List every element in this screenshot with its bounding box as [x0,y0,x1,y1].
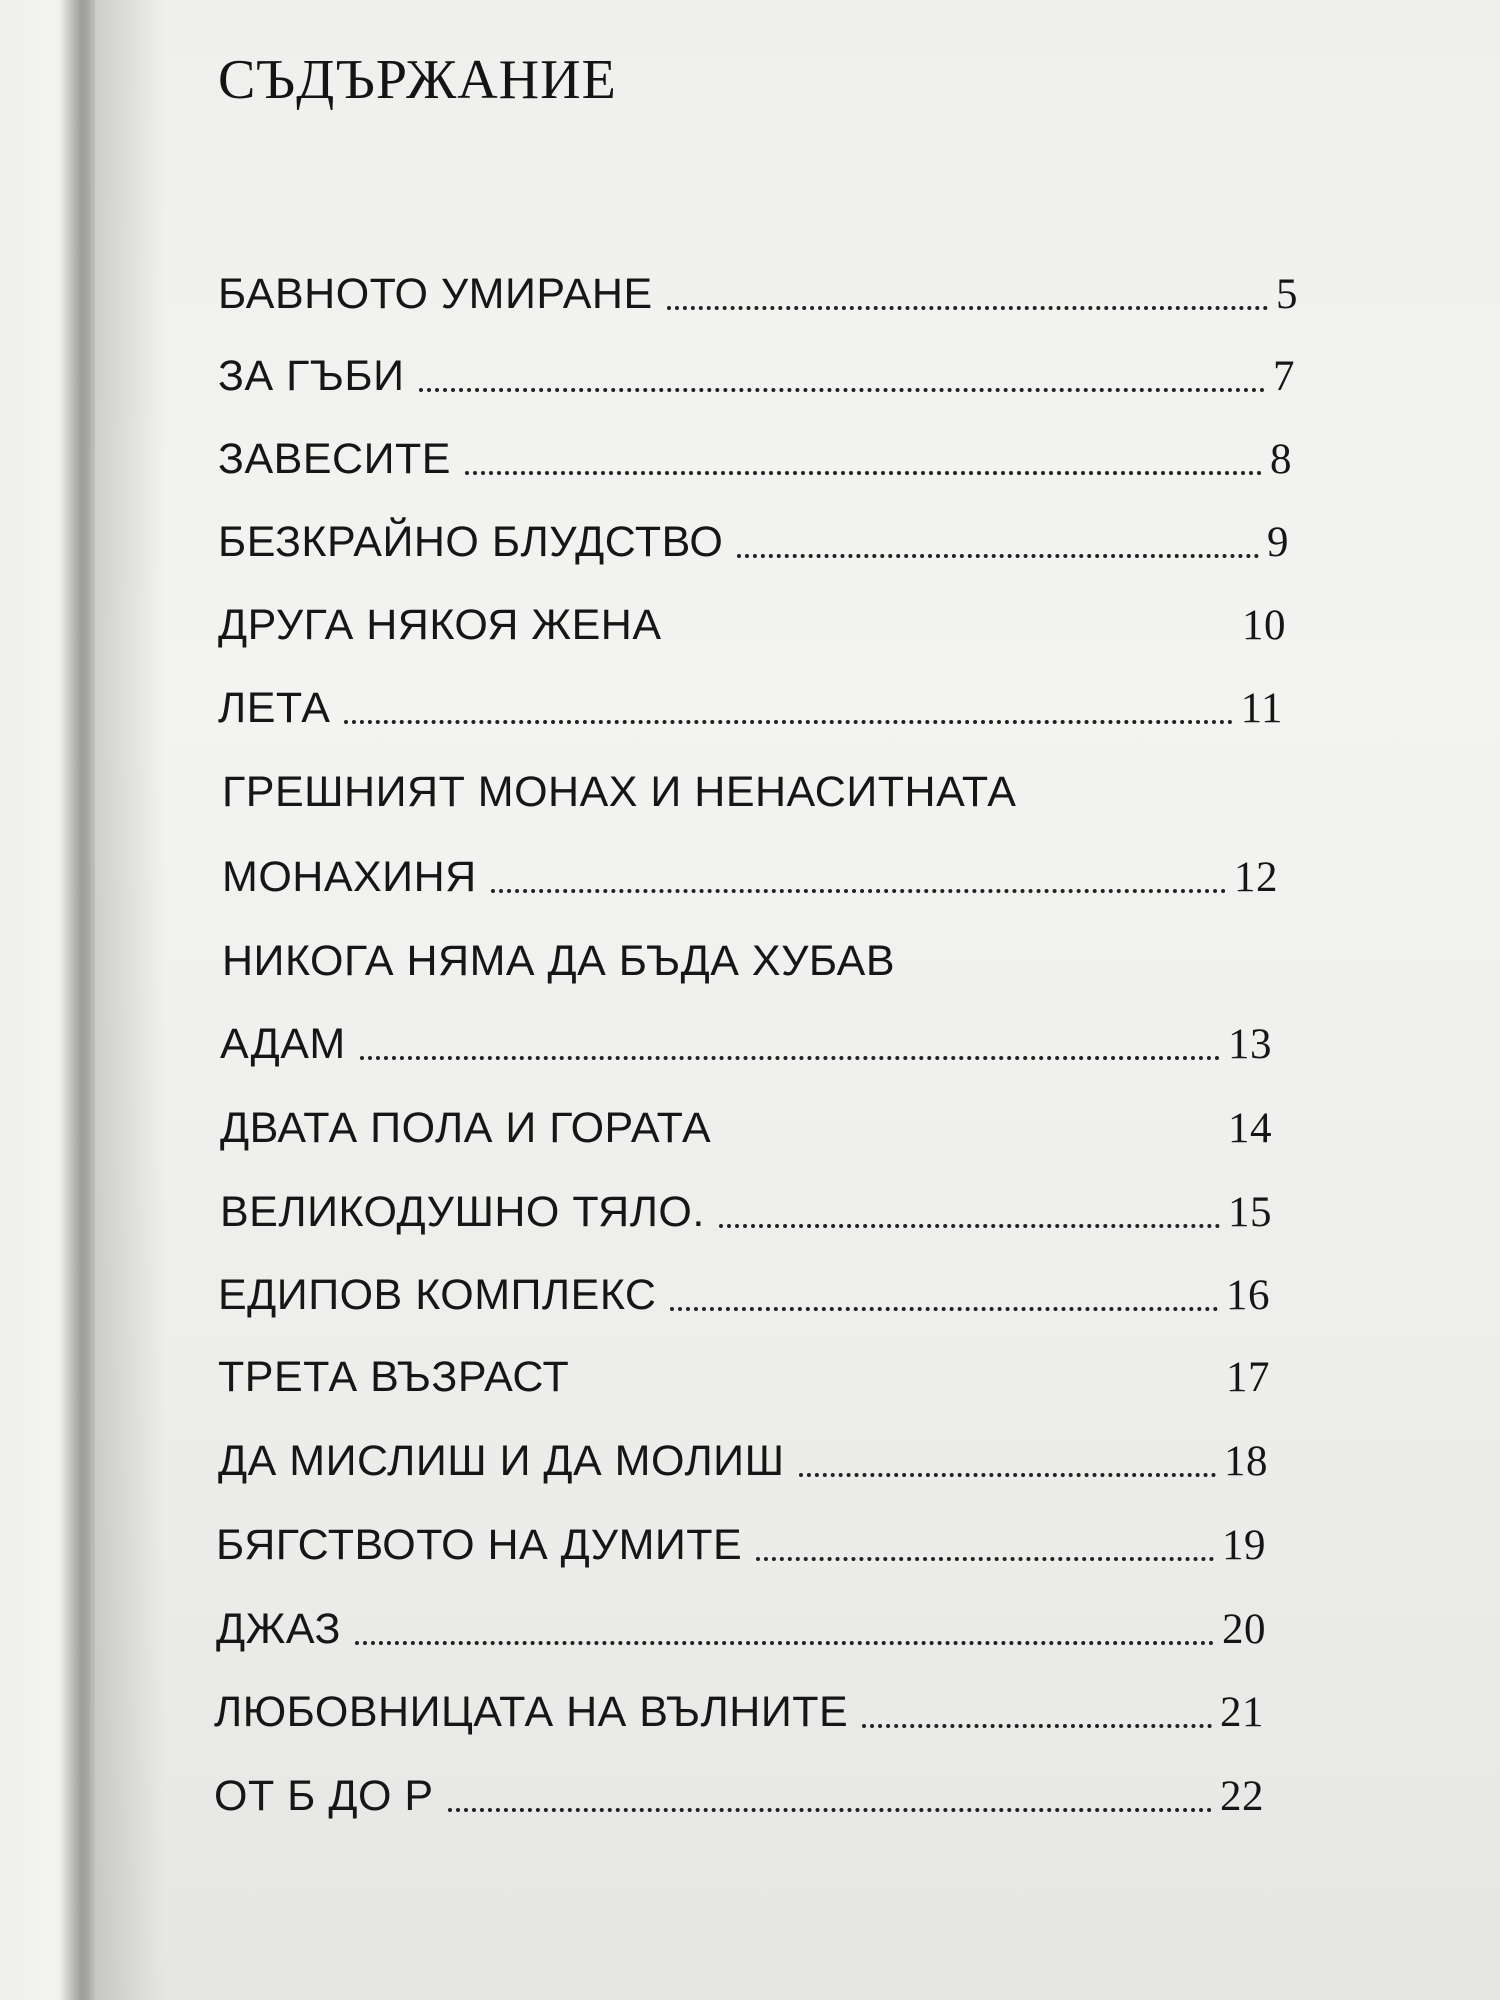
toc-entry-title: ОТ Б ДО Р [214,1772,434,1820]
dot-leader [756,1557,1214,1561]
toc-entry [218,684,1283,733]
dot-leader [670,1307,1218,1311]
dot-leader [491,889,1226,893]
dot-leader [725,1140,1220,1144]
toc-entry [216,1521,1266,1570]
toc-entry-page: 19 [1222,1522,1266,1569]
toc-entry-title: ЗА ГЪБИ [218,352,405,400]
toc-entry [220,1104,1272,1153]
toc-entry-title: ДРУГА НЯКОЯ ЖЕНА [218,601,662,649]
toc-entry-page: 15 [1228,1189,1272,1236]
dot-leader [465,471,1262,475]
toc-entry [220,1020,1272,1069]
toc-entry [214,1772,1264,1821]
page-edge-shadow [95,0,165,2000]
dot-leader [737,554,1259,558]
toc-entry-title: ДЖАЗ [216,1605,341,1653]
dot-leader [355,1641,1214,1645]
toc-entry [222,937,1274,986]
toc-entry-title: ДВАТА ПОЛА И ГОРАТА [220,1104,712,1152]
dot-leader [799,1473,1216,1477]
toc-entry [218,518,1289,567]
toc-entry [218,1271,1270,1320]
dot-leader [583,1389,1218,1393]
dot-leader [862,1724,1212,1728]
toc-entry-title: БАВНОТО УМИРАНЕ [218,270,653,318]
toc-entry-page: 18 [1224,1438,1268,1485]
toc-entry [222,853,1278,902]
toc-entry [218,601,1286,650]
dot-leader [419,388,1265,392]
toc-entry [216,1605,1266,1654]
toc-entry-title: БЕЗКРАЙНО БЛУДСТВО [218,518,724,566]
dot-leader [360,1056,1220,1060]
toc-entry-page: 11 [1240,685,1283,732]
dot-leader [667,306,1268,310]
toc-entry [222,768,1282,817]
toc-entry [218,270,1298,319]
gutter-shadow [60,0,100,2000]
toc-entry-title: БЯГСТВОТО НА ДУМИТЕ [216,1521,743,1569]
dot-leader [344,720,1232,724]
toc-entry-title: МОНАХИНЯ [222,853,477,901]
toc-entry-title: ЗАВЕСИТЕ [218,435,451,483]
toc-entry-title: ДА МИСЛИШ И ДА МОЛИШ [218,1437,785,1485]
toc-entry [218,352,1295,401]
toc-entry-page: 12 [1234,854,1278,901]
toc-entry-title: ВЕЛИКОДУШНО ТЯЛО. [220,1188,705,1236]
toc-entry-page: 14 [1228,1105,1272,1152]
toc-entry [220,1188,1272,1237]
toc-entry-title: АДАМ [220,1020,346,1068]
toc-entry-title: ТРЕТА ВЪЗРАСТ [218,1353,570,1401]
toc-entry [214,1688,1264,1737]
toc-entry-page: 16 [1226,1272,1270,1319]
toc-entry-title: ЛЕТА [218,684,331,732]
toc-entry-title: НИКОГА НЯМА ДА БЪДА ХУБАВ [222,937,896,985]
page-title: СЪДЪРЖАНИЕ [218,49,617,111]
toc-entry-page: 13 [1228,1021,1272,1068]
toc-entry-page: 10 [1242,602,1286,649]
toc-entry-title: ЕДИПОВ КОМПЛЕКС [218,1271,657,1319]
toc-entry-page: 17 [1226,1354,1270,1401]
toc-entry-page: 9 [1267,519,1289,566]
dot-leader [719,1224,1220,1228]
toc-entry-page: 22 [1220,1773,1264,1820]
toc-entry-page: 20 [1222,1606,1266,1653]
dot-leader [676,637,1234,641]
toc-entry-page: 21 [1220,1689,1264,1736]
toc-entry [218,1437,1268,1486]
toc-entry-page: 7 [1273,353,1295,400]
dot-leader [448,1808,1212,1812]
toc-entry-page: 5 [1276,271,1298,318]
toc-entry [218,435,1292,484]
toc-entry-title: ГРЕШНИЯТ МОНАХ И НЕНАСИТНАТА [222,768,1017,816]
toc-entry [218,1353,1270,1402]
toc-entry-title: ЛЮБОВНИЦАТА НА ВЪЛНИТЕ [214,1688,849,1736]
toc-entry-page: 8 [1270,436,1292,483]
